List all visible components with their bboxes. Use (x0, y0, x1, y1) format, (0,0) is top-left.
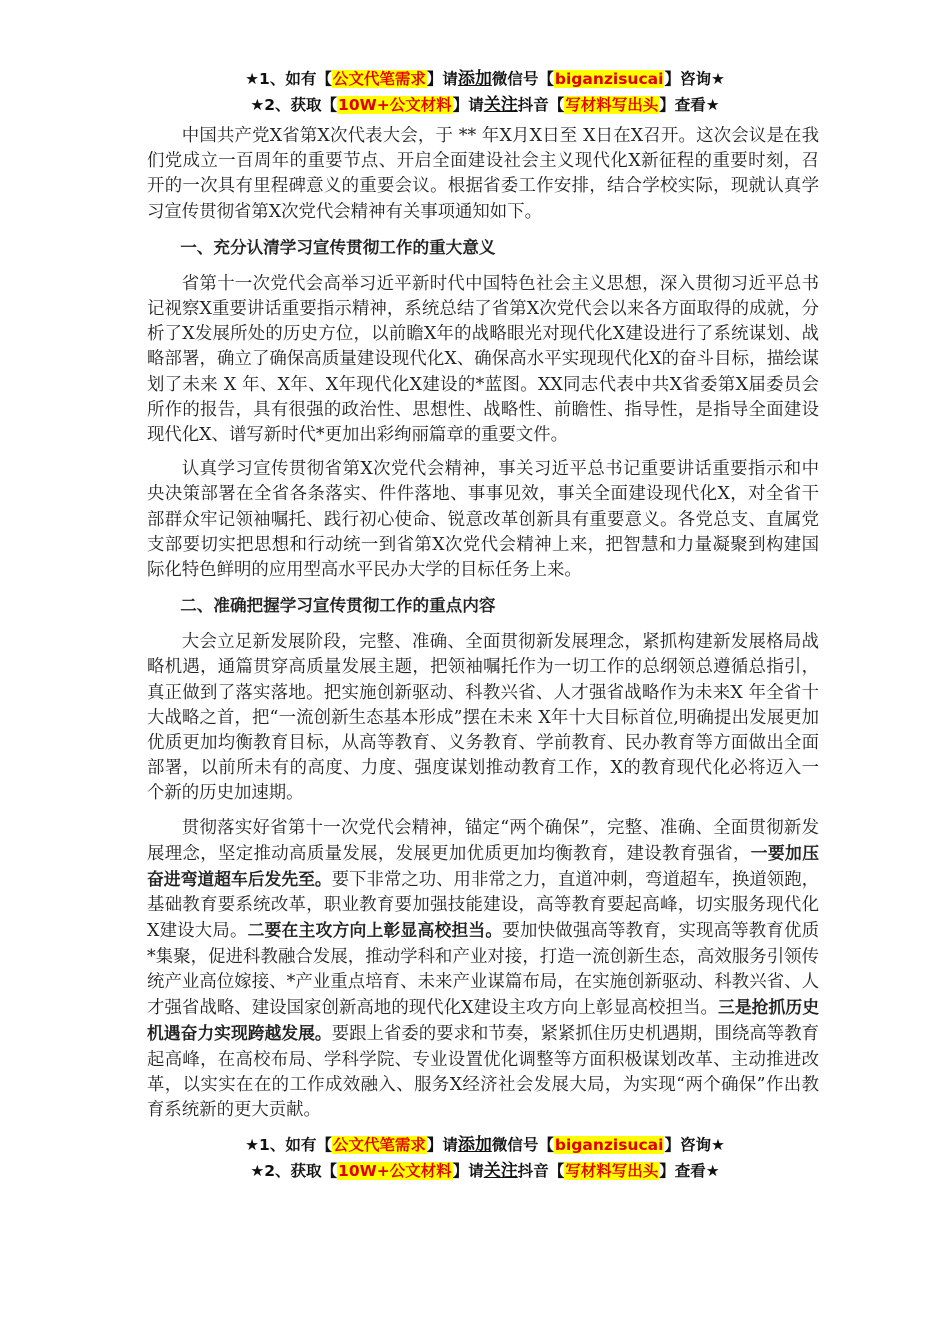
promo-text: ★1、如有【 (245, 70, 332, 88)
section-1-heading: 一、充分认清学习宣传贯彻工作的重大意义 (180, 237, 496, 257)
section-2-paragraph-1: 大会立足新发展阶段，完整、准确、全面贯彻新发展理念，紧抓构建新发展格局战略机遇，通篇贯穿高质量发展主题，把领袖嘱托作为一切工作的总纲领总遵循总指引，真正做到了落实落地。把实施创新驱动、科教兴省、人才强省战略作为未来X 年全省十大战略之首，把“一流创新生态基本形成”摆在未来 X年十大目标首位,明确提出发展更加优质更加均衡教育目标，从高等教育、义务教育、学前教育、民办教育等方面做出全面部署，以前所未有的高度、力度、强度谋划推动教育工作，X的教育现代化必将迈入一个新的历史加速期。 (147, 632, 819, 804)
promo-highlight: 10W+公文材料 (338, 96, 452, 114)
paragraph-text: 贯彻落实好省第十一次党代会精神，锚定“两个确保”，完整、准确、全面贯彻新发展理念，坚定推动高质量发展，发展更加优质更加均衡教育，建设教育强省， (147, 817, 819, 864)
promo-text: 】请 (426, 1136, 458, 1155)
promo-underline: 关注 (483, 1161, 518, 1182)
promo-text: 】请 (452, 1162, 484, 1181)
promo-text: 】请 (426, 70, 458, 88)
promo-line-2-bottom (151, 1158, 819, 1184)
section-1-paragraph-1: 省第十一次党代会高举习近平新时代中国特色社会主义思想，深入贯彻习近平总书记视察X重要讲话重要指示精神，系统总结了省第X次党代会以来各方面取得的成就，分析了X发展所处的历史方位，以前瞻X年的战略眼光对现代化X建设进行了系统谋划、战略部署，确立了确保高质量建设现代化X、确保高水平实现现代化X的奋斗目标，描绘谋划了未来 X 年、X年、X年现代化X建设的*蓝图。XX同志代表中共X省委第X届委员会所作的报告，具有很强的政治性、思想性、战略性、前瞻性、指导性，是指导全面建设现代化X、谱写新时代*更加出彩绚丽篇章的重要文件。 (147, 273, 819, 446)
promo-highlight: 10W+公文材料 (338, 1162, 452, 1181)
promo-highlight: 写材料写出头 (565, 96, 659, 114)
document-page (147, 66, 819, 1184)
promo-underline: 关注 (483, 95, 518, 115)
bold-point-2: 二要在主攻方向上彰显高校担当。 (247, 920, 503, 941)
promo-underline: 添加 (457, 69, 492, 89)
promo-line-2 (151, 92, 819, 118)
promo-highlight: 写材料写出头 (565, 1162, 659, 1181)
section-2-paragraph-2 (147, 816, 819, 1123)
paragraph-text: 要下非常之功、用非常之力，直道冲刺，弯道超车，换道领跑，基础教育要系统改革，职业教育要加强技能建设，高等教育要起高峰，切实服务现代化X建设大局。 (147, 870, 819, 942)
promo-text: 抖音【 (517, 1162, 565, 1181)
promo-highlight: biganzisucai (554, 1136, 664, 1155)
promo-highlight: 公文代笔需求 (332, 1136, 426, 1155)
promo-text: 】查看★ (659, 96, 720, 114)
promo-text: ★2、获取【 (250, 1162, 338, 1181)
promo-line-1 (151, 66, 819, 92)
promo-text: 】请 (452, 96, 484, 114)
promo-text: 微信号【 (491, 70, 554, 88)
paragraph-text: 要跟上省委的要求和节奏，紧紧抓住历史机遇期，围绕高等教育起高峰，在高校布局、学科学院、专业设置优化调整等方面积极谋划改革、主动推进改革，以实实在在的工作成效融入、服务X经济社会发展大局，为实现“两个确保”作出教育系统新的更大贡献。 (147, 1024, 819, 1120)
promo-text: 抖音【 (517, 96, 565, 114)
promo-line-1-bottom (151, 1132, 819, 1158)
paragraph-text: 要加快做强高等教育，实现高等教育优质*集聚，促进科教融合发展，推动学科和产业对接，打造一流创新生态，高效服务引领传统产业高位嫁接、*产业重点培育、未来产业谋篇布局，在实施创新驱动、科教兴省、人才强省战略、建设国家创新高地的现代化X建设主攻方向上彰显高校担当。 (147, 921, 819, 1019)
bold-point-1: 一要加压奋进弯道超车后发先至。 (147, 842, 819, 890)
promo-text: ★2、获取【 (250, 96, 338, 114)
bold-point-3: 三是抢抓历史机遇奋力实现跨越发展。 (147, 997, 819, 1044)
promo-highlight: 公文代笔需求 (332, 70, 426, 88)
intro-paragraph: 中国共产党X省第X次代表大会，于 ** 年X月X日至 X日在X召开。这次会议是在我们党成立一百周年的重要节点、开启全面建设社会主义现代化X新征程的重要时刻，召开的一次具有里程碑意义的重要会议。根据省委工作安排，结合学校实际，现就认真学习宣传贯彻省第X次党代会精神有关事项通知如下。 (147, 126, 819, 222)
section-1-paragraph-2: 认真学习宣传贯彻省第X次党代会精神，事关习近平总书记重要讲话重要指示和中央决策部署在全省各条落实、件件落地、事事见效，事关全面建设现代化X，对全省干部群众牢记领袖嘱托、践行初心使命、锐意改革创新具有重要意义。各党总支、直属党支部要切实把思想和行动统一到省第X次党代会精神上来，把智慧和力量凝聚到构建国际化特色鲜明的应用型高水平民办大学的目标任务上来。 (147, 459, 819, 581)
promo-text: 】咨询★ (664, 70, 725, 88)
promo-text: 微信号【 (491, 1136, 554, 1155)
section-2-heading: 二、准确把握学习宣传贯彻工作的重点内容 (180, 596, 496, 616)
promo-underline: 添加 (457, 1135, 492, 1156)
promo-text: 】咨询★ (664, 1136, 725, 1155)
promo-text: ★1、如有【 (245, 1136, 332, 1155)
promo-text: 】查看★ (659, 1162, 720, 1181)
promo-highlight: biganzisucai (554, 70, 664, 88)
